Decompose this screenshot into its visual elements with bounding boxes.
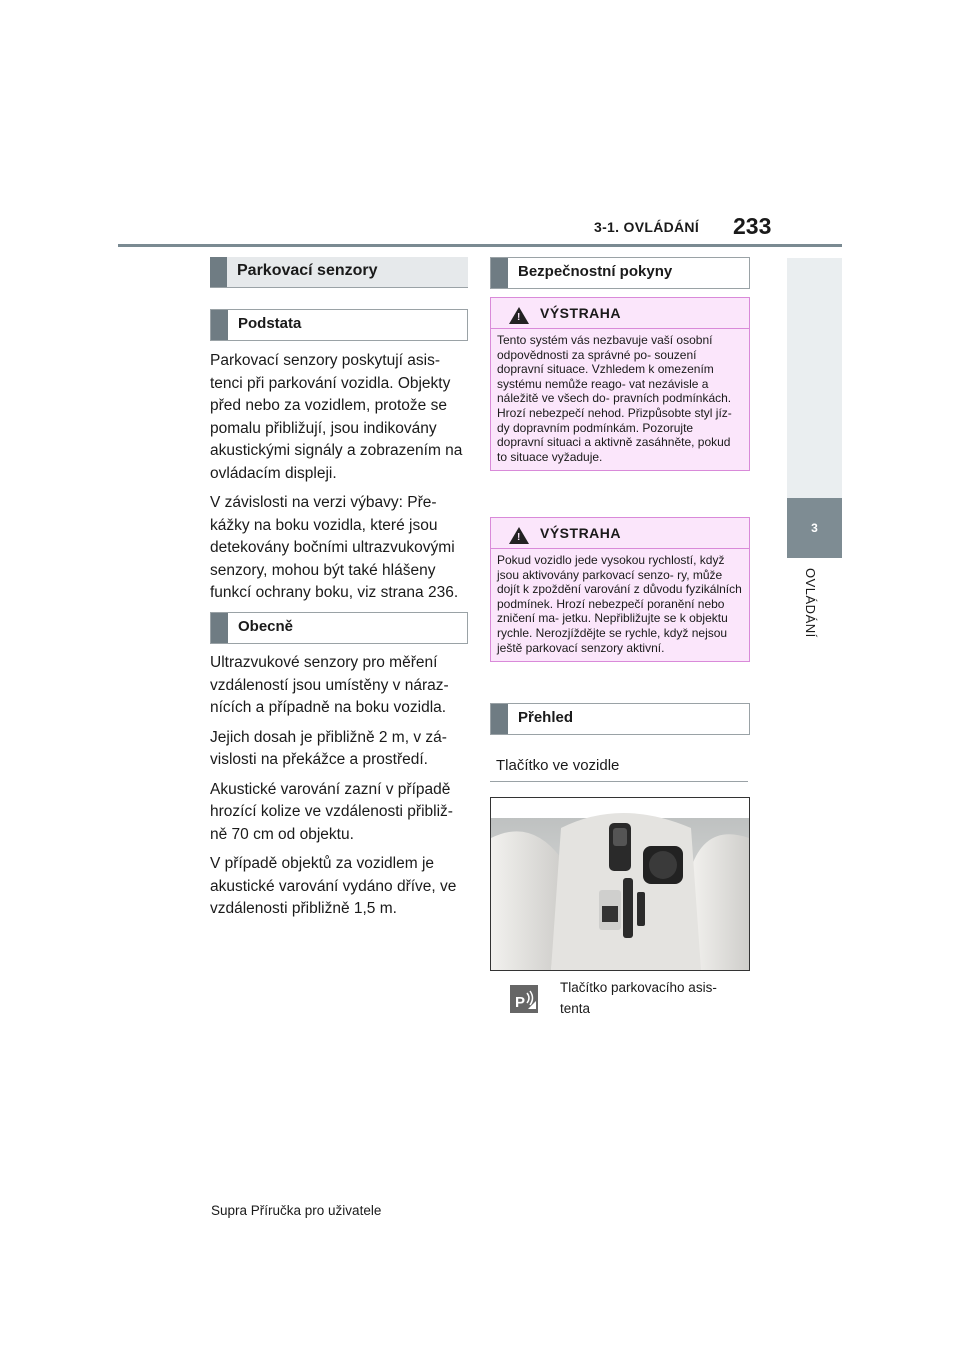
button-in-vehicle-heading	[490, 748, 748, 782]
heading-text: Tlačítko ve vozidle	[496, 757, 620, 774]
running-header-section: 3-1. OVLÁDÁNÍ	[594, 219, 700, 235]
chapter-number-tab: 3	[787, 498, 842, 558]
paragraph: Akustické varování zazní v případě hrozící kolize ve vzdálenosti přibliž- ně 70 cm od objektu.	[210, 780, 453, 843]
paragraph: Jejich dosah je přibližně 2 m, v zá- vislosti na překážce a prostředí.	[210, 728, 447, 768]
paragraph: V závislosti na verzi výbavy: Pře- kážky na boku vozidla, které jsou detekovány bočními ultrazvukovými senzory, mohou být také hlášeny funkcí ochrany boku, viz strana 236.	[210, 494, 459, 601]
center-console-photo	[490, 797, 750, 971]
warning-header	[491, 298, 749, 329]
subheading-title: Obecně	[238, 618, 294, 635]
paragraph: V případě objektů za vozidlem je akustické varování vydáno dříve, ve vzdálenosti přibližně 1,5 m.	[210, 855, 457, 917]
section-heading-safety	[490, 257, 750, 289]
parking-assistant-glyph	[510, 985, 538, 1013]
subheading-title: Přehled	[518, 709, 574, 726]
warning-box-2	[490, 517, 750, 662]
paragraph: Parkovací senzory poskytují asis- tenci při parkování vozidla. Objekty před nebo za vozidlem, protože se pomalu přibližují, jsou indikovány akustickými signály a zobrazením na ovládacím displeji.	[210, 352, 463, 482]
subheading-overview	[490, 703, 750, 735]
section-title: Parkovací senzory	[237, 262, 378, 279]
warning-box-1	[490, 297, 750, 471]
text-block-general	[210, 652, 470, 921]
heading-bar	[210, 257, 227, 287]
subheading-podstata	[210, 309, 468, 341]
subheading-obecne	[210, 612, 468, 644]
heading-bar	[211, 613, 228, 643]
heading-bar	[491, 704, 508, 734]
header-rule	[118, 244, 842, 247]
text-block-intro	[210, 350, 470, 605]
subheading-title: Podstata	[238, 315, 302, 332]
button-caption: Tlačítko parkovacího asis- tenta	[560, 980, 717, 1016]
heading-bar	[491, 258, 508, 288]
page-number: 233	[733, 213, 772, 239]
warning-text: Tento systém vás nezbavuje vaší osobní odpovědnosti za správné po- souzení dopravní situace. Vzhledem k omezením systému nemůže reago- vat nezávisle a náležitě ve všech do- pravních podmínkách. Hrozí nebezpečí nehod. Přizpůsobte styl jíz- dy dopravním podmínkám. Pozorujte dopravní situaci a aktivně zasáhněte, pokud to situace vyžaduje.	[497, 333, 732, 464]
chapter-label-vertical	[787, 568, 842, 648]
warning-label: VÝSTRAHA	[540, 525, 622, 541]
footer-text: Supra Příručka pro uživatele	[211, 1203, 382, 1218]
chapter-tab-background	[787, 258, 842, 498]
paragraph: Ultrazvukové senzory pro měření vzdáleností jsou umístěny v náraz- nících a případně na boku vozidla.	[210, 654, 449, 716]
warning-exclamation: !	[517, 532, 521, 543]
heading-bar	[211, 310, 228, 340]
warning-text: Pokud vozidlo jede vysokou rychlostí, když jsou aktivovány parkovací senzo- ry, může dojít k zpoždění varování z důvodu fyzikálních podmínek. Hrozí nebezpečí poranění nebo zničení ma- jetku. Nepřibližujte se k objektu rychle. Nerozjíždějte se rychle, když nejsou ještě parkovací senzory aktivní.	[497, 553, 742, 655]
parking-assistant-icon	[510, 985, 538, 1013]
section-heading-parking-sensors	[210, 257, 468, 288]
chapter-label: OVLÁDÁNÍ	[803, 568, 818, 638]
warning-header	[491, 518, 749, 549]
section-title: Bezpečnostní pokyny	[518, 263, 673, 280]
svg-text:P: P	[515, 994, 526, 1011]
console-illustration	[491, 798, 749, 970]
warning-label: VÝSTRAHA	[540, 305, 622, 321]
warning-exclamation: !	[517, 312, 521, 323]
